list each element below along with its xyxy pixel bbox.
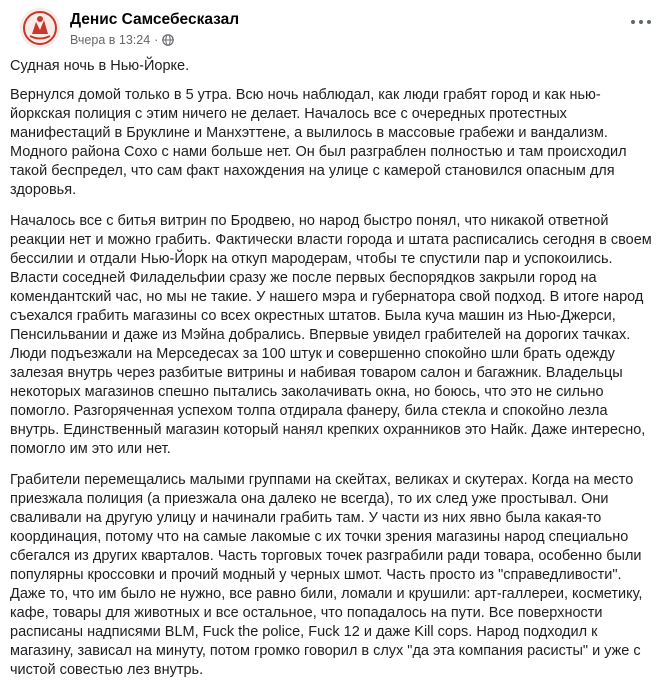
avatar-image — [20, 8, 60, 48]
more-options-icon-dot — [647, 20, 651, 24]
post-paragraph: Грабители перемещались малыми группами на скейтах, великах и скутерах. Когда на место приезжала полиция (а приезжала она далеко не всегда), то их след уже простывал. Они сваливали на другую улицу и начинали грабить там. У части из них явно была какая-то координация, потому что на самые лакомые с их точки зрения магазины народ специально сбегался из других кварталов. Часть торговых точек разграбили ради товара, особенно были популярны кроссовки и прочий модный у черных шмот. Часть просто из "справедливости". Даже то, что им было не нужно, все равно били, ломали и крушили: арт-галлереи, косметику, кафе, товары для животных и все остальное, что попадалось на пути. Все поверхности расписаны надписями BLM, Fuck the police, Fuck 12 и даже Kill cops. Народ подходил к магазину, зависал на минуту, потом громко говорил в слух "да эта компания расисты" и уже с чистой совестью лез внутрь. — [10, 472, 643, 678]
post-timestamp[interactable]: Вчера в 13:24 — [70, 33, 151, 47]
post-paragraph: Началось все с битья витрин по Бродвею, но народ быстро понял, что никакой ответной реакции нет и можно грабить. Фактически власти города и штата расписались сегодня в своем бессилии и отдали Нью-Йорк на откуп мародерам, чтобы те спустили пар и успокоились. Власти соседней Филадельфии сразу же после первых беспорядков закрыли город на комендантский час, но мы не такие. У нашего мэра и губернатора свой подход. В итоге народ съехался грабить магазины со всех окрестных штатов. Была куча машин из Нью-Джерси, Пенсильвании и даже из Мэйна добрались. Впервые увидел грабителей на дорогих тачках. Люди подъезжали на Мерседесах за 100 штук и совершенно спокойно шли брать одежду залезая внутрь через разбитые витрины и набивая товаром салон и багажник. Владельцы некоторых магазинов спешно пытались заколачивать окна, но боюсь, что это не сильно помогло. Разгоряченная успехом толпа отдирала фанеру, била стекла и спокойно лезла внутрь. Единственный магазин который нанял крепких охранников это Найк. Даже интересно, помогло им это или нет. — [10, 213, 652, 457]
more-options-button[interactable] — [623, 8, 659, 36]
post-meta — [70, 33, 174, 47]
author-name[interactable]: Денис Самсебесказал — [70, 11, 240, 28]
post-text — [10, 57, 659, 680]
globe-icon — [162, 34, 174, 46]
post-header — [10, 0, 659, 50]
meta-separator: · — [154, 33, 159, 47]
more-options-icon — [631, 20, 635, 24]
post-paragraph: Судная ночь в Нью-Йорке. — [10, 58, 190, 74]
avatar[interactable] — [20, 8, 60, 48]
post-paragraph: Вернулся домой только в 5 утра. Всю ночь наблюдал, как люди грабят город и как нью-йоркская полиция с этим ничего не делает. Началось все с очередных протестных манифестаций в Бруклине и Манхэттене, а вылилось в массовые грабежи и вандализм. Модного района Сохо с нами больше нет. Он был разграблен полностью и там происходил такой беспредел, что сам факт нахождения на улице с камерой становился опасным для здоровья. — [10, 87, 627, 198]
more-options-icon-dot — [639, 20, 643, 24]
